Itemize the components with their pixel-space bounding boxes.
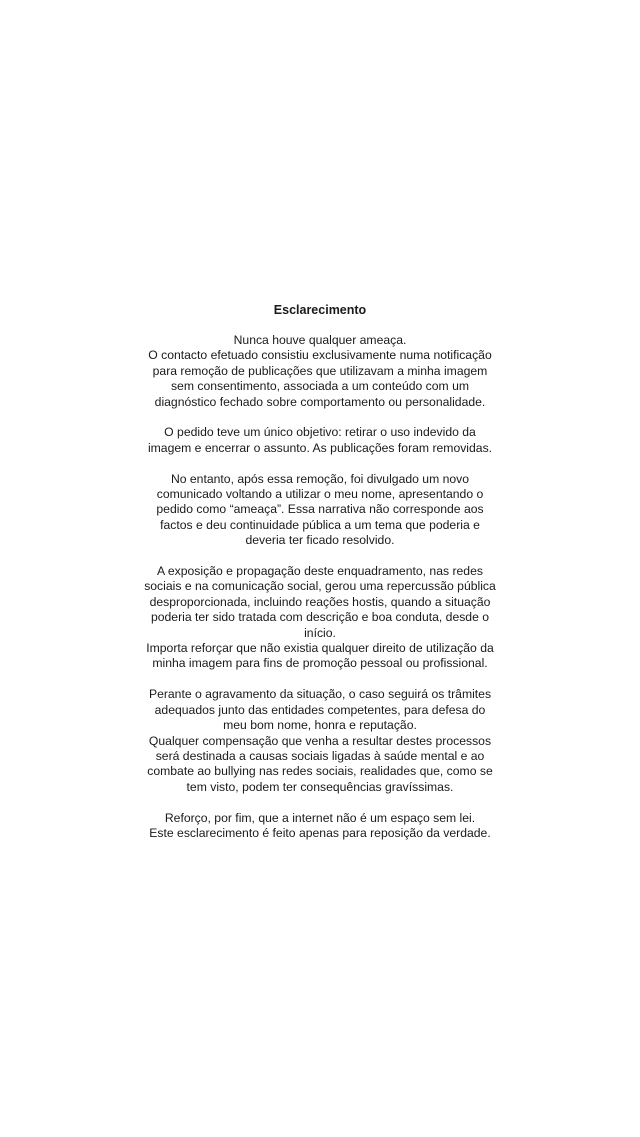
paragraph-line: A exposição e propagação deste enquadramento, nas redes	[157, 564, 483, 579]
paragraph	[0, 425, 640, 456]
paragraph	[0, 333, 640, 410]
paragraph-line: minha imagem para fins de promoção pessoal ou profissional.	[152, 656, 488, 671]
paragraph-line: deveria ter ficado resolvido.	[245, 533, 395, 548]
paragraph-line: Este esclarecimento é feito apenas para reposição da verdade.	[149, 825, 491, 840]
paragraph	[0, 811, 640, 842]
statement-document	[0, 302, 640, 857]
paragraph-line: factos e deu continuidade pública a um tema que poderia e	[160, 517, 480, 532]
paragraph-line: diagnóstico fechado sobre comportamento ou personalidade.	[154, 394, 486, 409]
paragraph-line: No entanto, após essa remoção, foi divulgado um novo	[170, 471, 470, 486]
paragraph-line: sem consentimento, associada a um conteúdo com um	[170, 379, 470, 394]
paragraph-line: Nunca houve qualquer ameaça.	[233, 333, 407, 347]
paragraph-line: Perante o agravamento da situação, o caso seguirá os trâmites	[148, 687, 492, 702]
paragraph-line: pedido como “ameaça”. Essa narrativa não corresponde aos	[156, 502, 484, 517]
paragraph-line: Importa reforçar que não existia qualquer direito de utilização da	[146, 641, 494, 656]
paragraph	[0, 472, 640, 549]
paragraph-line: Reforço, por fim, que a internet não é um espaço sem lei.	[164, 810, 476, 825]
paragraph-line: imagem e encerrar o assunto. As publicações foram removidas.	[147, 440, 493, 455]
paragraph-line: comunicado voltando a utilizar o meu nome, apresentando o	[156, 487, 484, 502]
paragraph-line: adequados junto das entidades competentes, para defesa do	[154, 702, 486, 717]
paragraph	[0, 564, 640, 672]
paragraph-line: início.	[304, 625, 336, 640]
paragraph-line: O contacto efetuado consistiu exclusivamente numa notificação	[148, 348, 492, 363]
paragraph-line: meu bom nome, honra e reputação.	[223, 718, 417, 733]
paragraph-line: Qualquer compensação que venha a resultar destes processos	[148, 733, 492, 748]
document-body	[0, 333, 640, 841]
document-title: Esclarecimento	[273, 303, 367, 317]
paragraph-line: O pedido teve um único objetivo: retirar o uso indevido da	[164, 425, 476, 440]
paragraph-line: tem visto, podem ter consequências gravíssimas.	[186, 779, 454, 794]
paragraph-line: sociais e na comunicação social, gerou uma repercussão pública	[144, 579, 496, 594]
paragraph-line: poderia ter sido tratada com descrição e boa conduta, desde o	[150, 610, 490, 625]
paragraph-line: combate ao bullying nas redes sociais, realidades que, como se	[147, 764, 493, 779]
paragraph-line: para remoção de publicações que utilizavam a minha imagem	[152, 363, 488, 378]
paragraph-line: desproporcionada, incluindo reações hostis, quando a situação	[149, 594, 491, 609]
paragraph-line: será destinada a causas sociais ligadas à saúde mental e ao	[155, 748, 485, 763]
paragraph	[0, 687, 640, 795]
